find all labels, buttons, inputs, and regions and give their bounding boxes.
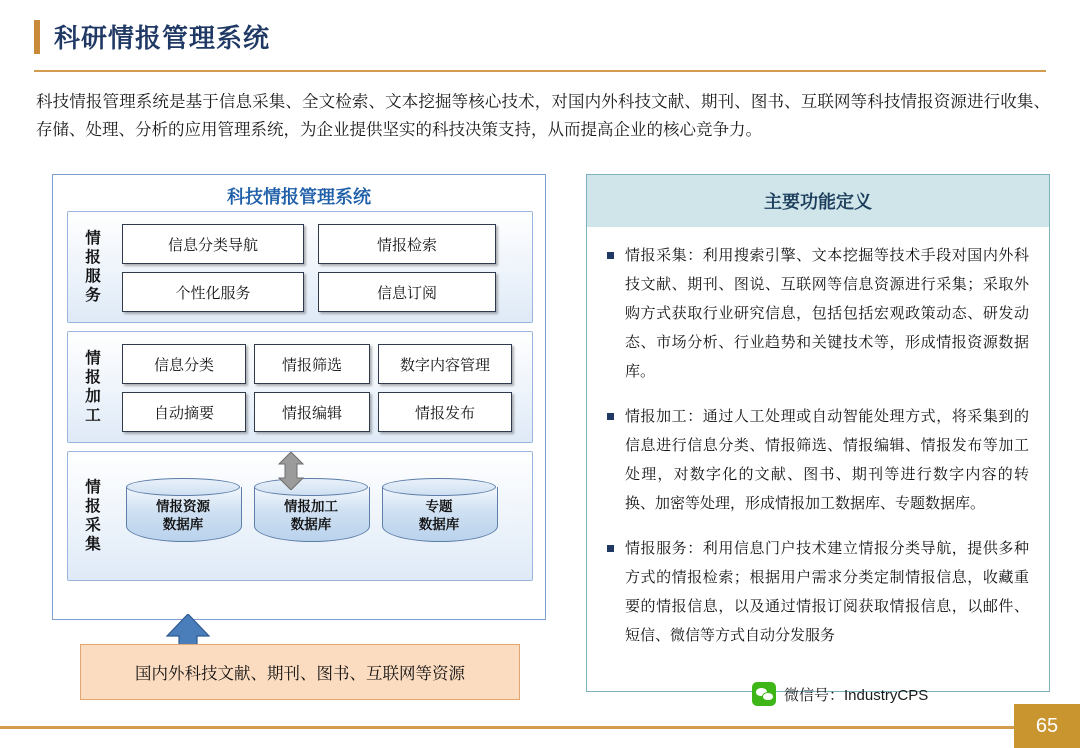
database-label: 情报资源 数据库 bbox=[156, 499, 210, 532]
wechat-account bbox=[752, 682, 928, 706]
node-info-subscription[interactable]: 信息订阅 bbox=[318, 272, 496, 312]
page-title: 科研情报管理系统 bbox=[54, 23, 271, 53]
slide-title-bar bbox=[0, 0, 1080, 72]
list-item bbox=[603, 241, 1029, 386]
node-intelligence-filtering[interactable]: 情报筛选 bbox=[254, 344, 370, 384]
list-item-text: 情报采集：利用搜索引擎、文本挖掘等技术手段对国内外科技文献、期刊、图说、互联网等信息资源进行采集；采取外购方式获取行业研究信息，包括包括宏观政策动态、研发动态、市场分析、行业趋势和关键技术等，形成情报资源数据库。 bbox=[625, 247, 1029, 380]
database-special-topic[interactable] bbox=[382, 478, 498, 550]
data-source-box: 国内外科技文献、期刊、图书、互联网等资源 bbox=[80, 644, 520, 700]
wechat-label: 微信号：IndustryCPS bbox=[784, 686, 929, 704]
function-list bbox=[587, 227, 1049, 666]
list-item bbox=[603, 534, 1029, 650]
group-label-service: 情报服务 bbox=[85, 230, 101, 304]
database-label: 情报加工 数据库 bbox=[284, 499, 338, 532]
wechat-icon bbox=[752, 682, 776, 706]
list-item bbox=[603, 402, 1029, 518]
node-auto-summary[interactable]: 自动摘要 bbox=[122, 392, 246, 432]
diagram-title: 科技情报管理系统 bbox=[227, 187, 371, 207]
intro-paragraph: 科技情报管理系统是基于信息采集、全文检索、文本挖掘等核心技术，对国内外科技文献、期刊、图书、互联网等科技情报资源进行收集、存储、处理、分析的应用管理系统，为企业提供坚实的科技决策支持，从而提高企业的核心竞争力。 bbox=[36, 93, 1050, 139]
database-label: 专题 数据库 bbox=[418, 499, 460, 532]
group-intelligence-service bbox=[67, 211, 533, 323]
function-definition-panel bbox=[586, 174, 1050, 692]
node-intelligence-retrieval[interactable]: 情报检索 bbox=[318, 224, 496, 264]
node-intelligence-editing[interactable]: 情报编辑 bbox=[254, 392, 370, 432]
database-intelligence-processing[interactable] bbox=[254, 478, 370, 550]
title-divider bbox=[34, 70, 1046, 72]
cylinder-top bbox=[254, 478, 368, 496]
function-panel-header: 主要功能定义 bbox=[587, 175, 1049, 227]
node-info-classification[interactable]: 信息分类 bbox=[122, 344, 246, 384]
node-intelligence-publishing[interactable]: 情报发布 bbox=[378, 392, 512, 432]
footer-divider bbox=[0, 726, 1014, 729]
node-digital-content-management[interactable]: 数字内容管理 bbox=[378, 344, 512, 384]
bullet-square-icon bbox=[607, 413, 614, 420]
node-info-classification-nav[interactable]: 信息分类导航 bbox=[122, 224, 304, 264]
group-label-collection: 情报采集 bbox=[85, 479, 101, 553]
title-accent-bar bbox=[34, 20, 40, 54]
double-arrow-icon bbox=[278, 452, 304, 490]
cylinder-top bbox=[382, 478, 496, 496]
system-architecture-panel bbox=[52, 174, 546, 620]
cylinder-top bbox=[126, 478, 240, 496]
footer-bar bbox=[0, 700, 1080, 748]
node-personalized-service[interactable]: 个性化服务 bbox=[122, 272, 304, 312]
page-number-badge: 65 bbox=[1014, 704, 1080, 748]
list-item-text: 情报服务：利用信息门户技术建立情报分类导航，提供多种方式的情报检索；根据用户需求分类定制情报信息，收藏重要的情报信息，以及通过情报订阅获取情报信息，以邮件、短信、微信等方式自动分发服务 bbox=[625, 540, 1029, 644]
group-intelligence-processing bbox=[67, 331, 533, 443]
group-label-processing: 情报加工 bbox=[85, 350, 101, 424]
database-intelligence-resource[interactable] bbox=[126, 478, 242, 550]
bullet-square-icon bbox=[607, 545, 614, 552]
list-item-text: 情报加工：通过人工处理或自动智能处理方式，将采集到的信息进行信息分类、情报筛选、情报编辑、情报发布等加工处理，对数字化的文献、图书、期刊等进行数字内容的转换、加密等处理，形成情报加工数据库、专题数据库。 bbox=[625, 408, 1029, 512]
bullet-square-icon bbox=[607, 252, 614, 259]
